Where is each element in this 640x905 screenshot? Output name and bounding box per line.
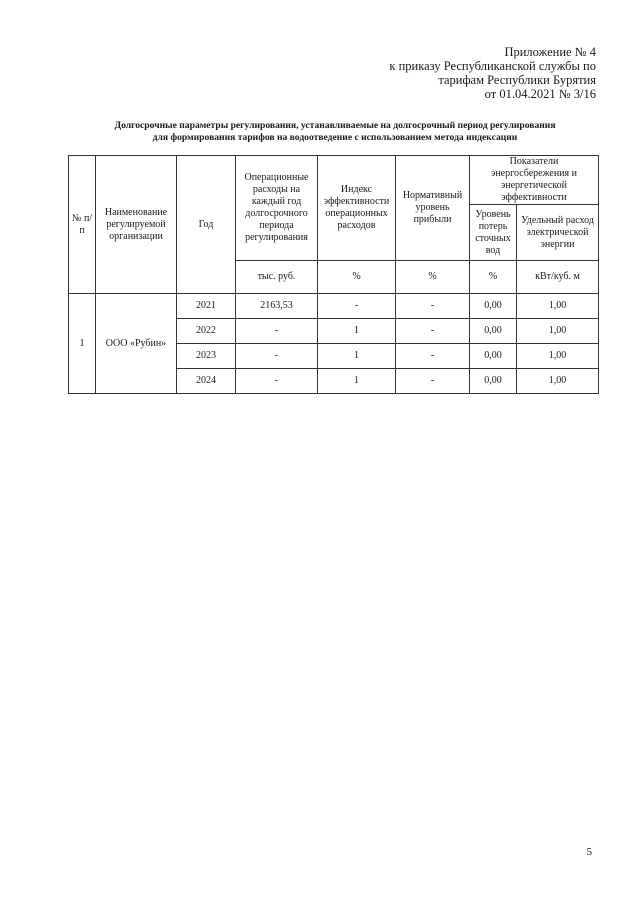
cell-opex: 2163,53	[236, 294, 318, 319]
header-index: Индекс эффективности операционных расходов	[318, 156, 396, 261]
header-specific: Удельный расход электрической энергии	[517, 205, 599, 261]
cell-losses: 0,00	[470, 344, 517, 369]
cell-opex: -	[236, 369, 318, 394]
header-opex: Операционные расходы на каждый год долгосрочного периода регулирования	[236, 156, 318, 261]
cell-profit: -	[396, 319, 470, 344]
cell-specific: 1,00	[517, 319, 599, 344]
parameters-table	[68, 155, 599, 394]
cell-index: -	[318, 294, 396, 319]
cell-index: 1	[318, 369, 396, 394]
cell-year: 2023	[177, 344, 236, 369]
unit-losses: %	[470, 261, 517, 294]
appendix-line: от 01.04.2021 № 3/16	[484, 87, 596, 101]
table-row	[69, 294, 599, 319]
cell-index: 1	[318, 344, 396, 369]
unit-index: %	[318, 261, 396, 294]
appendix-block	[389, 45, 596, 101]
cell-losses: 0,00	[470, 294, 517, 319]
cell-year: 2022	[177, 319, 236, 344]
cell-specific: 1,00	[517, 369, 599, 394]
cell-specific: 1,00	[517, 344, 599, 369]
title-line: для формирования тарифов на водоотведение с использованием метода индексации	[152, 132, 518, 143]
unit-profit: %	[396, 261, 470, 294]
cell-year: 2021	[177, 294, 236, 319]
header-profit: Нормативный уровень прибыли	[396, 156, 470, 261]
unit-opex: тыс. руб.	[236, 261, 318, 294]
cell-specific: 1,00	[517, 294, 599, 319]
header-energy: Показатели энергосбережения и энергетической эффективности	[470, 156, 599, 205]
appendix-line: к приказу Республиканской службы по	[389, 59, 596, 73]
document-title	[70, 120, 600, 144]
appendix-line: тарифам Республики Бурятия	[438, 73, 596, 87]
cell-opex: -	[236, 319, 318, 344]
cell-profit: -	[396, 294, 470, 319]
cell-year: 2024	[177, 369, 236, 394]
org-number: 1	[69, 294, 96, 394]
title-line: Долгосрочные параметры регулирования, устанавливаемые на долгосрочный период регулирования	[114, 120, 556, 131]
cell-opex: -	[236, 344, 318, 369]
header-losses: Уровень потерь сточных вод	[470, 205, 517, 261]
header-year: Год	[177, 156, 236, 294]
header-org: Наименование регулируемой организации	[96, 156, 177, 294]
org-name: ООО «Рубин»	[96, 294, 177, 394]
cell-profit: -	[396, 344, 470, 369]
header-num: № п/п	[69, 156, 96, 294]
unit-specific: кВт/куб. м	[517, 261, 599, 294]
cell-index: 1	[318, 319, 396, 344]
cell-losses: 0,00	[470, 319, 517, 344]
appendix-line: Приложение № 4	[504, 45, 596, 59]
page-number: 5	[586, 846, 592, 858]
cell-losses: 0,00	[470, 369, 517, 394]
cell-profit: -	[396, 369, 470, 394]
